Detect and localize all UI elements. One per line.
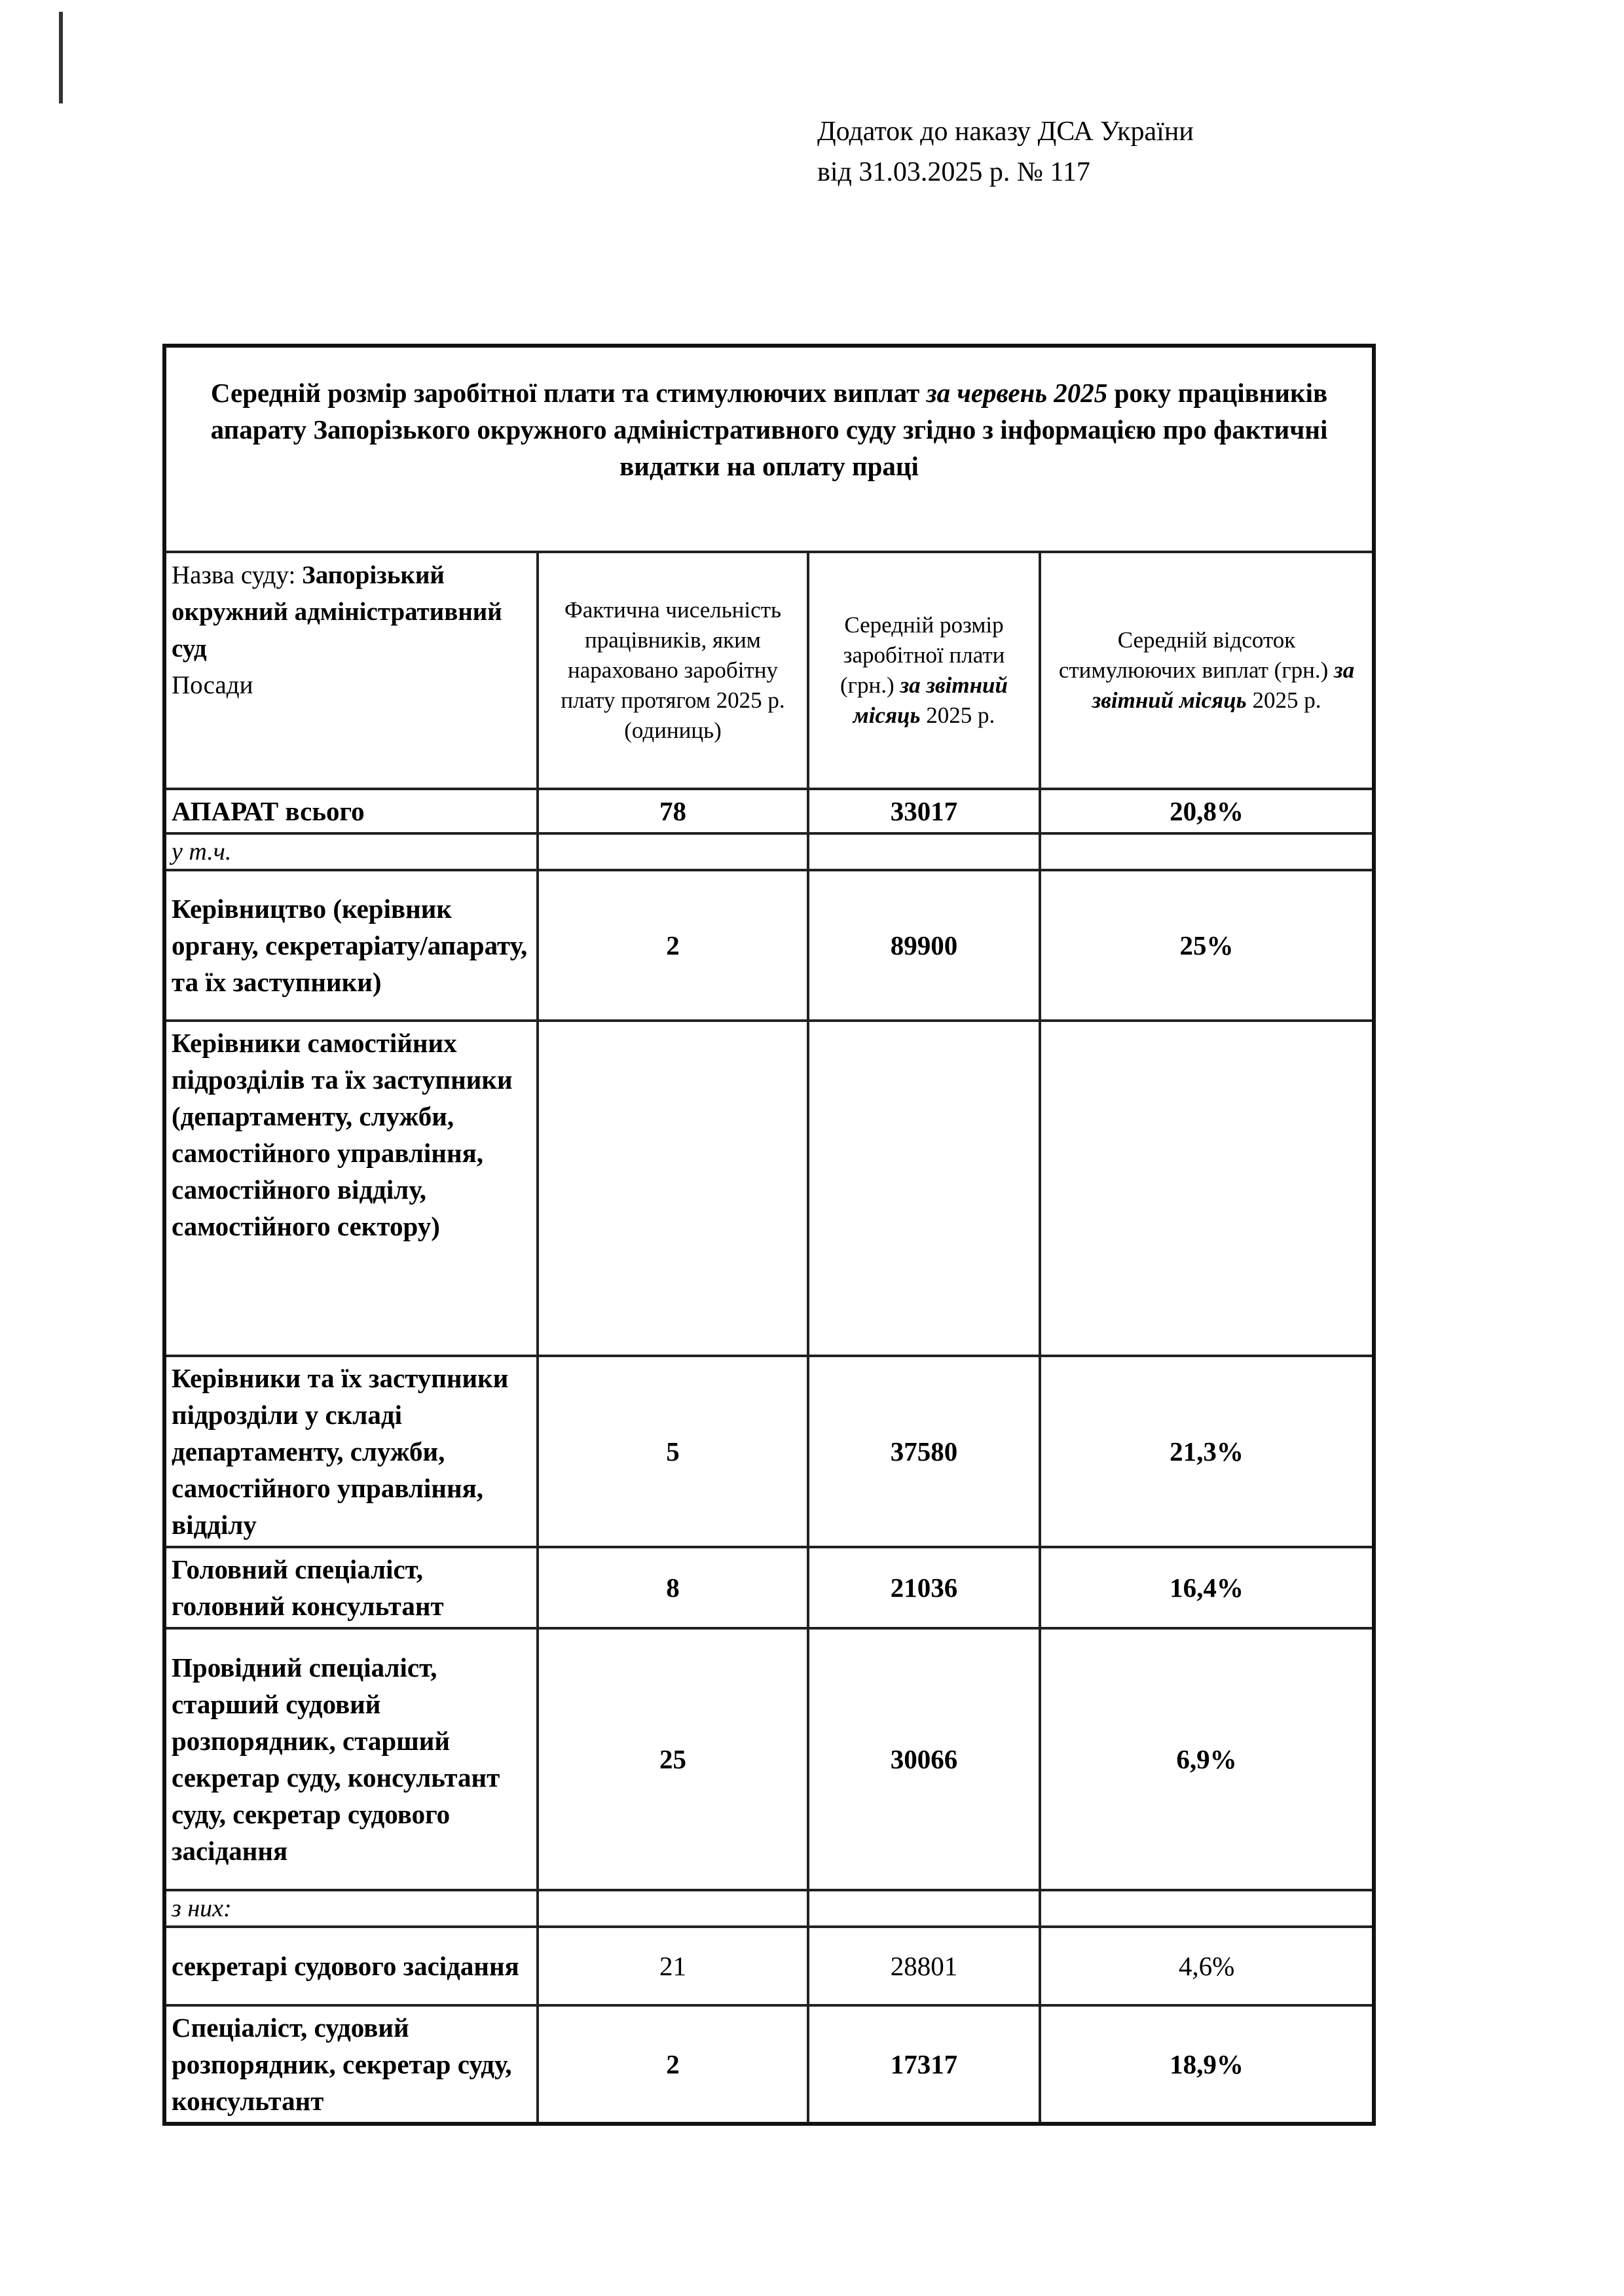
row-salary <box>808 1890 1040 1927</box>
row-count: 21 <box>538 1927 808 2005</box>
row-label: Провідний спеціаліст, старший судовий розпорядник, старший секретар суду, консультант суду, секретар судового засідання <box>164 1628 538 1890</box>
salary-table <box>162 344 1376 2126</box>
row-bonus: 18,9% <box>1040 2005 1374 2124</box>
column-header-salary: Середній розмір заробітної плати (грн.) за звітний місяць 2025 р. <box>808 552 1040 789</box>
row-label: Керівництво (керівник органу, секретаріату/апарату, та їх заступники) <box>164 870 538 1021</box>
table-row <box>164 1547 1374 1628</box>
row-count: 2 <box>538 870 808 1021</box>
row-bonus: 20,8% <box>1040 789 1374 833</box>
row-label: секретарі судового засідання <box>164 1927 538 2005</box>
row-bonus: 25% <box>1040 870 1374 1021</box>
row-count <box>538 1021 808 1356</box>
row-label: Керівники самостійних підрозділів та їх заступники (департаменту, служби, самостійного управління, самостійного відділу, самостійного сектору) <box>164 1021 538 1356</box>
row-count: 2 <box>538 2005 808 2124</box>
table-title: Середній розмір заробітної плати та стимулюючих виплат за червень 2025 року працівників апарату Запорізького окружного адміністративного суду згідно з інформацією про фактичні видатки на оплату праці <box>164 346 1374 552</box>
row-label: Керівники та їх заступники підрозділи у складі департаменту, служби, самостійного управління, відділу <box>164 1356 538 1547</box>
row-salary: 37580 <box>808 1356 1040 1547</box>
row-bonus: 21,3% <box>1040 1356 1374 1547</box>
row-count: 78 <box>538 789 808 833</box>
row-salary: 17317 <box>808 2005 1040 2124</box>
table-row <box>164 870 1374 1021</box>
table-title-row <box>164 346 1374 552</box>
table-row <box>164 1927 1374 2005</box>
row-bonus: 4,6% <box>1040 1927 1374 2005</box>
row-bonus <box>1040 833 1374 870</box>
order-reference <box>817 111 1194 192</box>
row-bonus: 6,9% <box>1040 1628 1374 1890</box>
row-label: Спеціаліст, судовий розпорядник, секретар суду, консультант <box>164 2005 538 2124</box>
row-count: 25 <box>538 1628 808 1890</box>
row-count <box>538 1890 808 1927</box>
order-reference-line1: Додаток до наказу ДСА України <box>817 117 1194 147</box>
table-row <box>164 833 1374 870</box>
row-salary: 28801 <box>808 1927 1040 2005</box>
row-count <box>538 833 808 870</box>
row-salary: 21036 <box>808 1547 1040 1628</box>
column-header-bonus: Середній відсоток стимулюючих виплат (грн.) за звітний місяць 2025 р. <box>1040 552 1374 789</box>
row-salary <box>808 1021 1040 1356</box>
table-row <box>164 1890 1374 1927</box>
table-row <box>164 1021 1374 1356</box>
table-row <box>164 1628 1374 1890</box>
column-header-count: Фактична чисельність працівників, яким нараховано заробітну плату протягом 2025 р.(одиниць) <box>538 552 808 789</box>
column-header-positions: Назва суду: Запорізький окружний адміністративний суд Посади <box>164 552 538 789</box>
table-row <box>164 2005 1374 2124</box>
row-bonus <box>1040 1021 1374 1356</box>
row-bonus <box>1040 1890 1374 1927</box>
row-salary: 30066 <box>808 1628 1040 1890</box>
scan-margin-mark <box>59 12 63 103</box>
row-label: АПАРАТ всього <box>164 789 538 833</box>
row-bonus: 16,4% <box>1040 1547 1374 1628</box>
row-salary: 89900 <box>808 870 1040 1021</box>
row-salary: 33017 <box>808 789 1040 833</box>
row-label: з них: <box>164 1890 538 1927</box>
table-row <box>164 789 1374 833</box>
row-count: 5 <box>538 1356 808 1547</box>
row-count: 8 <box>538 1547 808 1628</box>
row-label: у т.ч. <box>164 833 538 870</box>
row-label: Головний спеціаліст, головний консультант <box>164 1547 538 1628</box>
row-salary <box>808 833 1040 870</box>
order-reference-line2: від 31.03.2025 р. № 117 <box>817 157 1090 187</box>
column-header-row <box>164 552 1374 789</box>
table-row <box>164 1356 1374 1547</box>
